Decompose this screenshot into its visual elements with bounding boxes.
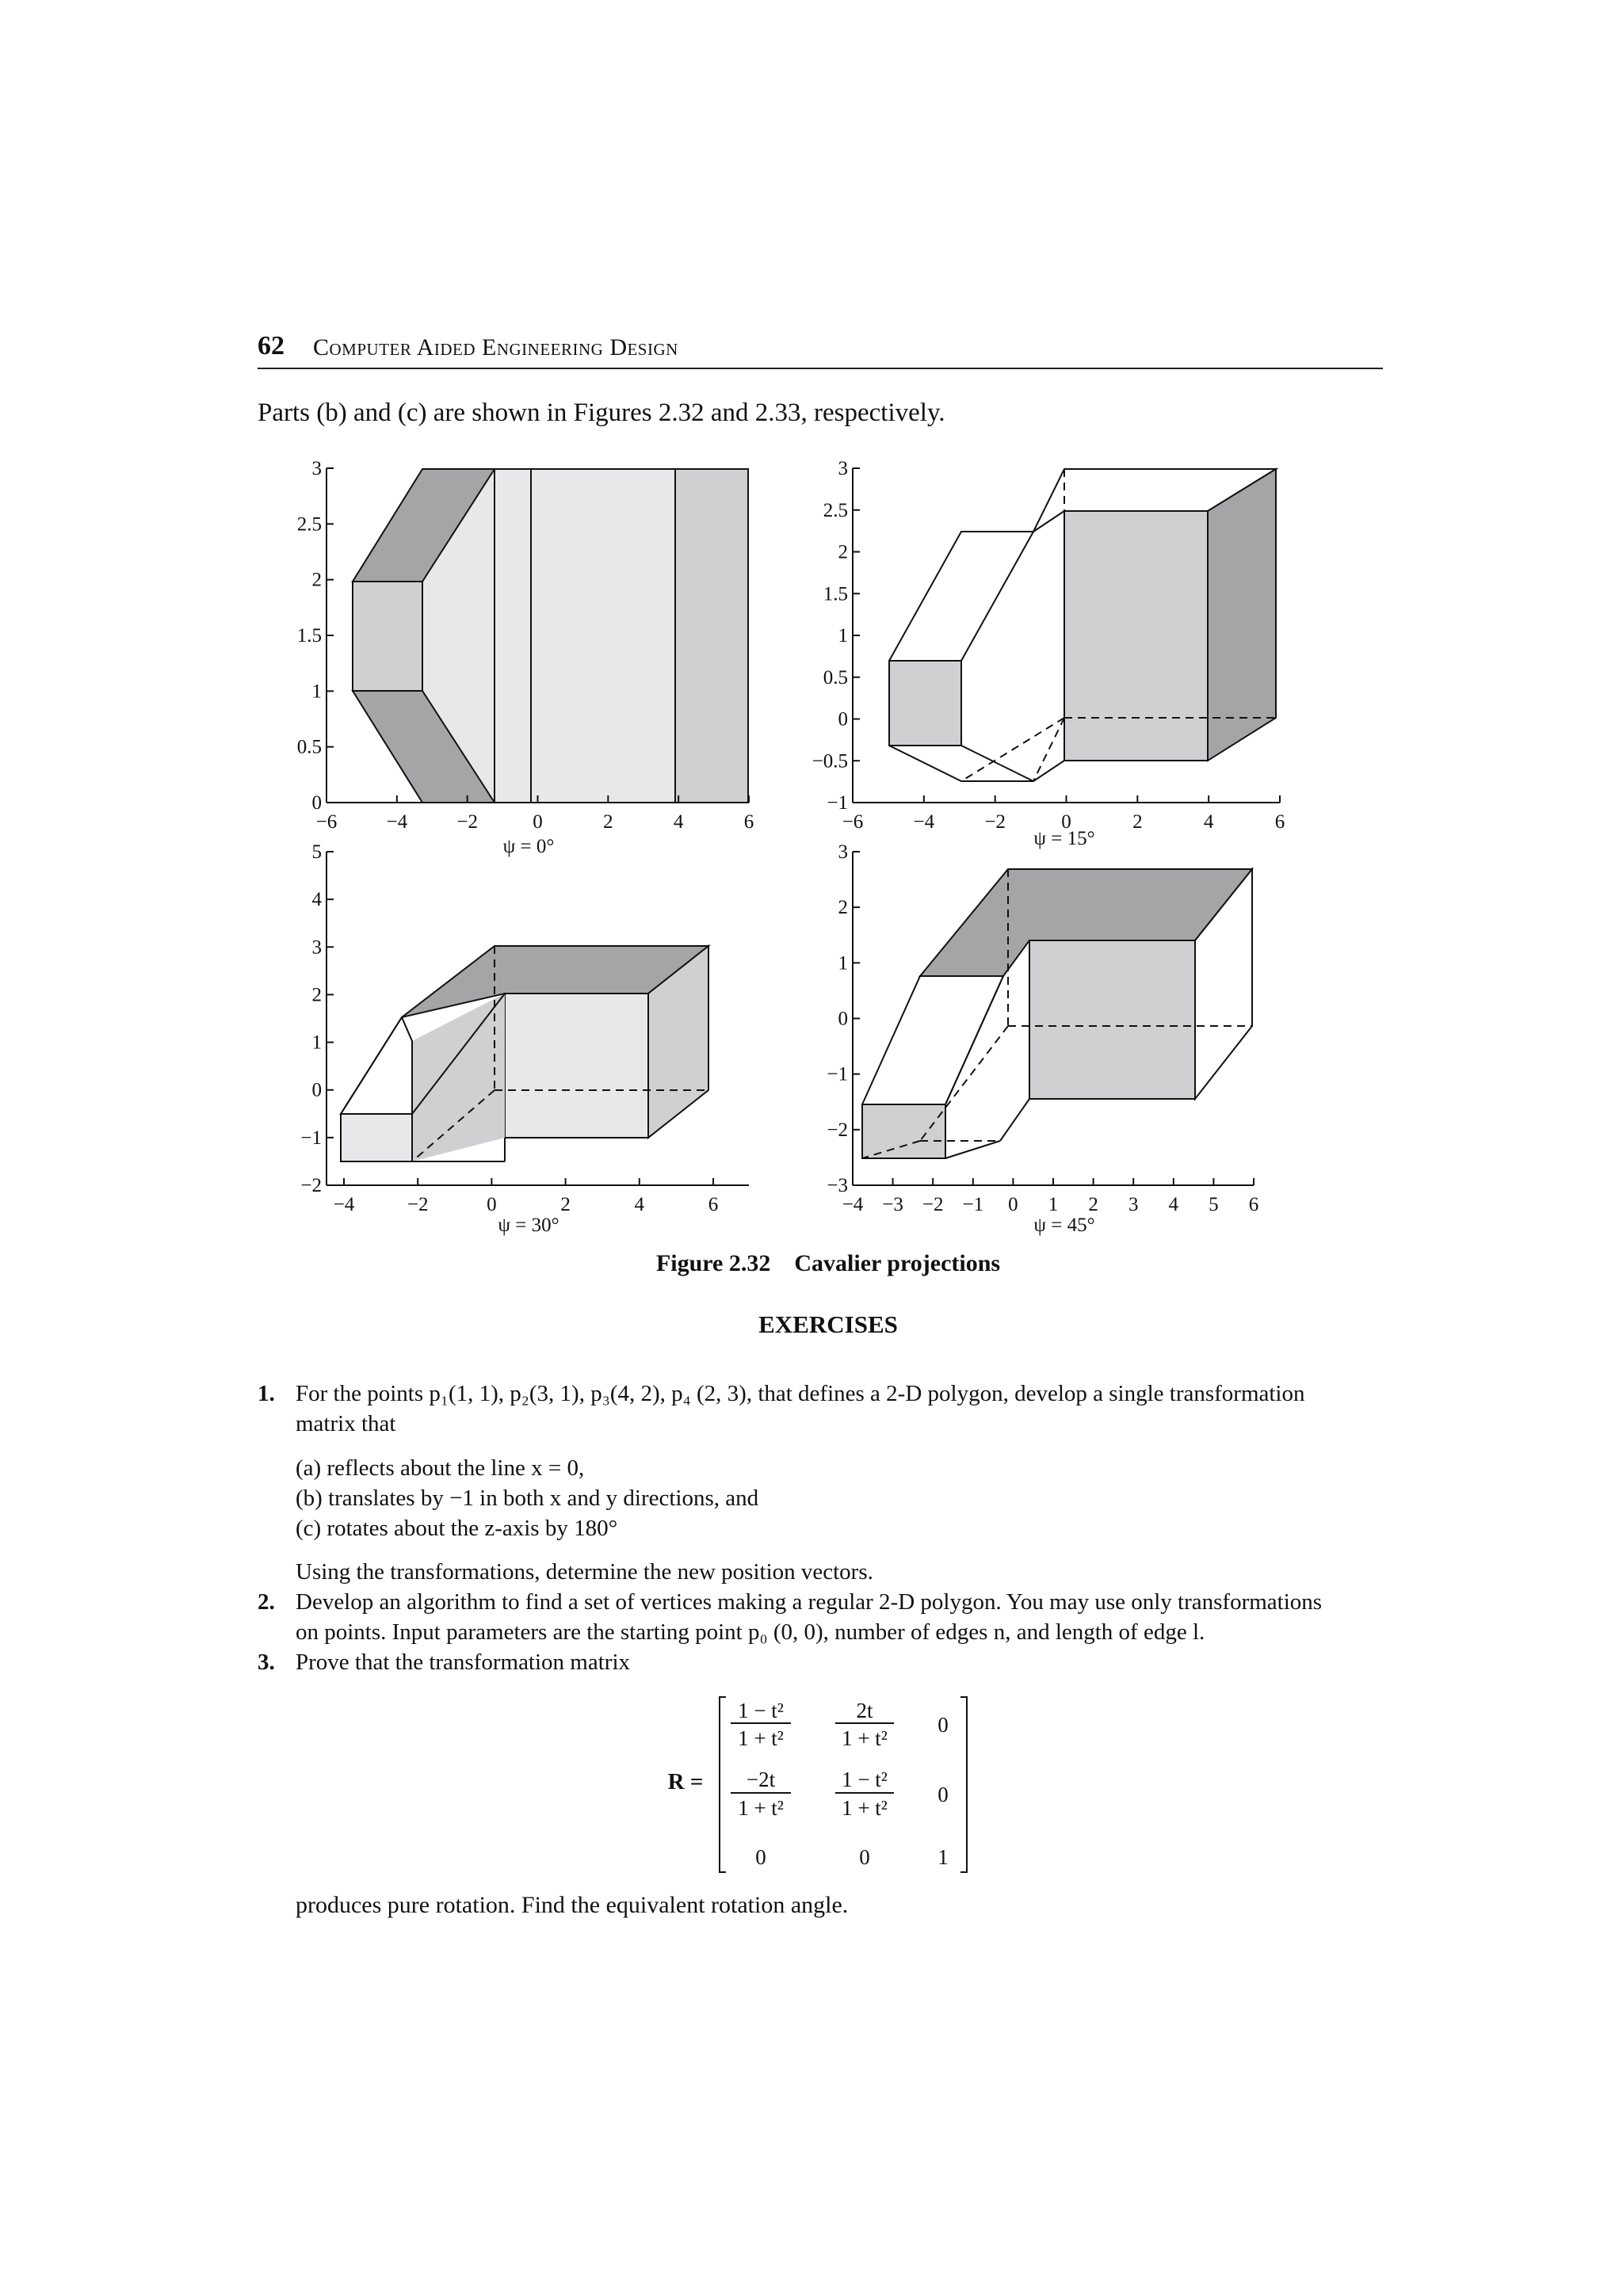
matrix-r1c1-den: 1 + t² [738,1726,784,1750]
x-tick-label: 1 [1048,1194,1059,1215]
y-tick-label: 3 [311,936,322,959]
x-tick-label: 0 [1008,1194,1018,1215]
figure-title: Cavalier projections [794,1250,1001,1276]
x-tick-label: 2 [1088,1194,1098,1215]
x-tick-label: 0 [1061,811,1071,833]
exercise-1-item-c: (c) rotates about the z-axis by 180° [296,1516,618,1541]
exercise-1-line-2: matrix that [296,1411,396,1436]
x-tick-label: 6 [1274,811,1285,833]
x-tick-label: 6 [1248,1194,1259,1215]
x-tick-label: 4 [1168,1194,1179,1215]
y-tick-label: 0.5 [823,666,848,688]
y-tick-label: −1 [300,1127,322,1149]
x-tick-label: 0 [533,811,543,833]
y-tick-label: 0.5 [296,736,322,758]
x-tick-label: −2 [984,811,1006,833]
panel-label: ψ = 30° [498,1215,559,1236]
rotation-matrix [650,1688,983,1886]
figure-caption [0,1250,1623,1277]
y-tick-label: −0.5 [812,750,848,772]
y-tick-label: −2 [827,1119,848,1141]
y-tick-label: 1 [311,681,322,703]
y-tick-label: 0 [311,1079,322,1101]
matrix-label: R = [667,1769,704,1794]
panel-label: ψ = 15° [1033,828,1095,849]
x-tick-label: −2 [456,811,478,833]
page-number: 62 [258,331,285,360]
matrix-r3c3: 1 [938,1845,949,1869]
y-tick-label: 5 [311,841,322,863]
x-tick-label: 4 [634,1194,645,1215]
x-tick-label: −6 [315,811,338,833]
x-tick-label: 3 [1128,1194,1139,1215]
y-tick-label: 2.5 [296,513,322,536]
y-tick-label: −1 [827,792,848,814]
matrix-r2c1-num: −2t [746,1768,776,1791]
y-tick-label: 1.5 [296,625,322,646]
y-tick-label: 4 [311,889,322,911]
panel-psi-30 [327,852,749,1185]
y-tick-label: −2 [300,1175,322,1196]
panel-label: ψ = 0° [502,836,555,857]
y-tick-label: 2.5 [823,499,848,521]
x-tick-label: −2 [407,1194,429,1215]
matrix-r2c2-num: 1 − t² [842,1768,888,1791]
y-tick-label: 3 [311,458,322,479]
exercise-2-line-2: on points. Input parameters are the starting point p₀ (0, 0), number of edges n, and length of edge l. [296,1619,1205,1645]
matrix-r2c1-den: 1 + t² [738,1796,784,1820]
x-tick-label: −4 [913,811,935,833]
matrix-r1c2-num: 2t [856,1699,873,1722]
x-tick-label: 4 [1203,811,1214,833]
y-tick-label: 1.5 [823,583,848,605]
intro-paragraph: Parts (b) and (c) are shown in Figures 2.32 and 2.33, respectively. [258,399,945,427]
y-tick-label: 3 [838,458,848,479]
x-tick-label: 2 [560,1194,571,1215]
x-tick-label: −6 [842,811,864,833]
y-tick-label: 0 [311,792,322,814]
exercises-heading: EXERCISES [758,1310,898,1338]
x-tick-label: 2 [1132,811,1143,833]
matrix-r2c3: 0 [938,1783,949,1806]
x-tick-label: 0 [487,1194,497,1215]
x-tick-label: −4 [386,811,408,833]
panel-label: ψ = 45° [1033,1215,1095,1236]
y-tick-label: 2 [311,984,322,1006]
matrix-r1c1-num: 1 − t² [738,1699,784,1722]
exercise-1-line-1: For the points p₁(1, 1), p₂(3, 1), p₃(4, 2), p₄ (2, 3), that defines a 2-D polygon, develop a single transformation [296,1381,1305,1406]
exercise-1-item-a: (a) reflects about the line x = 0, [296,1455,585,1481]
running-title: Computer Aided Engineering Design [313,334,678,360]
matrix-r3c1: 0 [755,1845,766,1869]
matrix-r1c2-den: 1 + t² [842,1726,888,1750]
y-tick-label: −3 [827,1175,848,1196]
panel-psi-45 [853,852,1254,1185]
x-tick-label: 2 [603,811,613,833]
x-tick-label: −1 [962,1194,984,1215]
y-tick-label: 0 [838,1008,848,1030]
exercise-2-number: 2. [258,1589,275,1615]
exercise-3-line-1: Prove that the transformation matrix [296,1650,631,1675]
x-tick-label: 4 [673,811,684,833]
x-tick-label: −2 [922,1194,944,1215]
exercise-2-line-1: Develop an algorithm to find a set of vertices making a regular 2-D polygon. You may use only transformations [296,1589,1323,1615]
y-tick-label: 1 [838,625,848,646]
exercise-3-tail: produces pure rotation. Find the equivalent rotation angle. [296,1892,849,1918]
matrix-r3c2: 0 [859,1845,870,1869]
y-tick-label: −1 [827,1063,848,1085]
exercise-1-tail: Using the transformations, determine the new position vectors. [296,1559,873,1585]
x-tick-label: 5 [1209,1194,1219,1215]
y-tick-label: 1 [311,1032,322,1054]
y-tick-label: 3 [838,841,848,863]
exercise-1-number: 1. [258,1381,275,1406]
figure-number: Figure 2.32 [655,1250,771,1276]
panel-psi-0 [327,468,749,803]
y-tick-label: 1 [838,952,848,974]
matrix-r1c3: 0 [938,1713,949,1737]
exercise-1-item-b: (b) translates by −1 in both x and y directions, and [296,1486,759,1511]
x-tick-label: 6 [708,1194,719,1215]
exercise-3-number: 3. [258,1650,275,1675]
x-tick-label: 6 [743,811,754,833]
matrix-r2c2-den: 1 + t² [842,1796,888,1820]
x-tick-label: −3 [882,1194,903,1215]
y-tick-label: 2 [838,897,848,919]
y-tick-label: 0 [838,708,848,730]
x-tick-label: −4 [333,1194,355,1215]
y-tick-label: 2 [838,541,848,563]
x-tick-label: −4 [842,1194,864,1215]
panel-psi-15 [853,468,1280,803]
y-tick-label: 2 [311,569,322,591]
